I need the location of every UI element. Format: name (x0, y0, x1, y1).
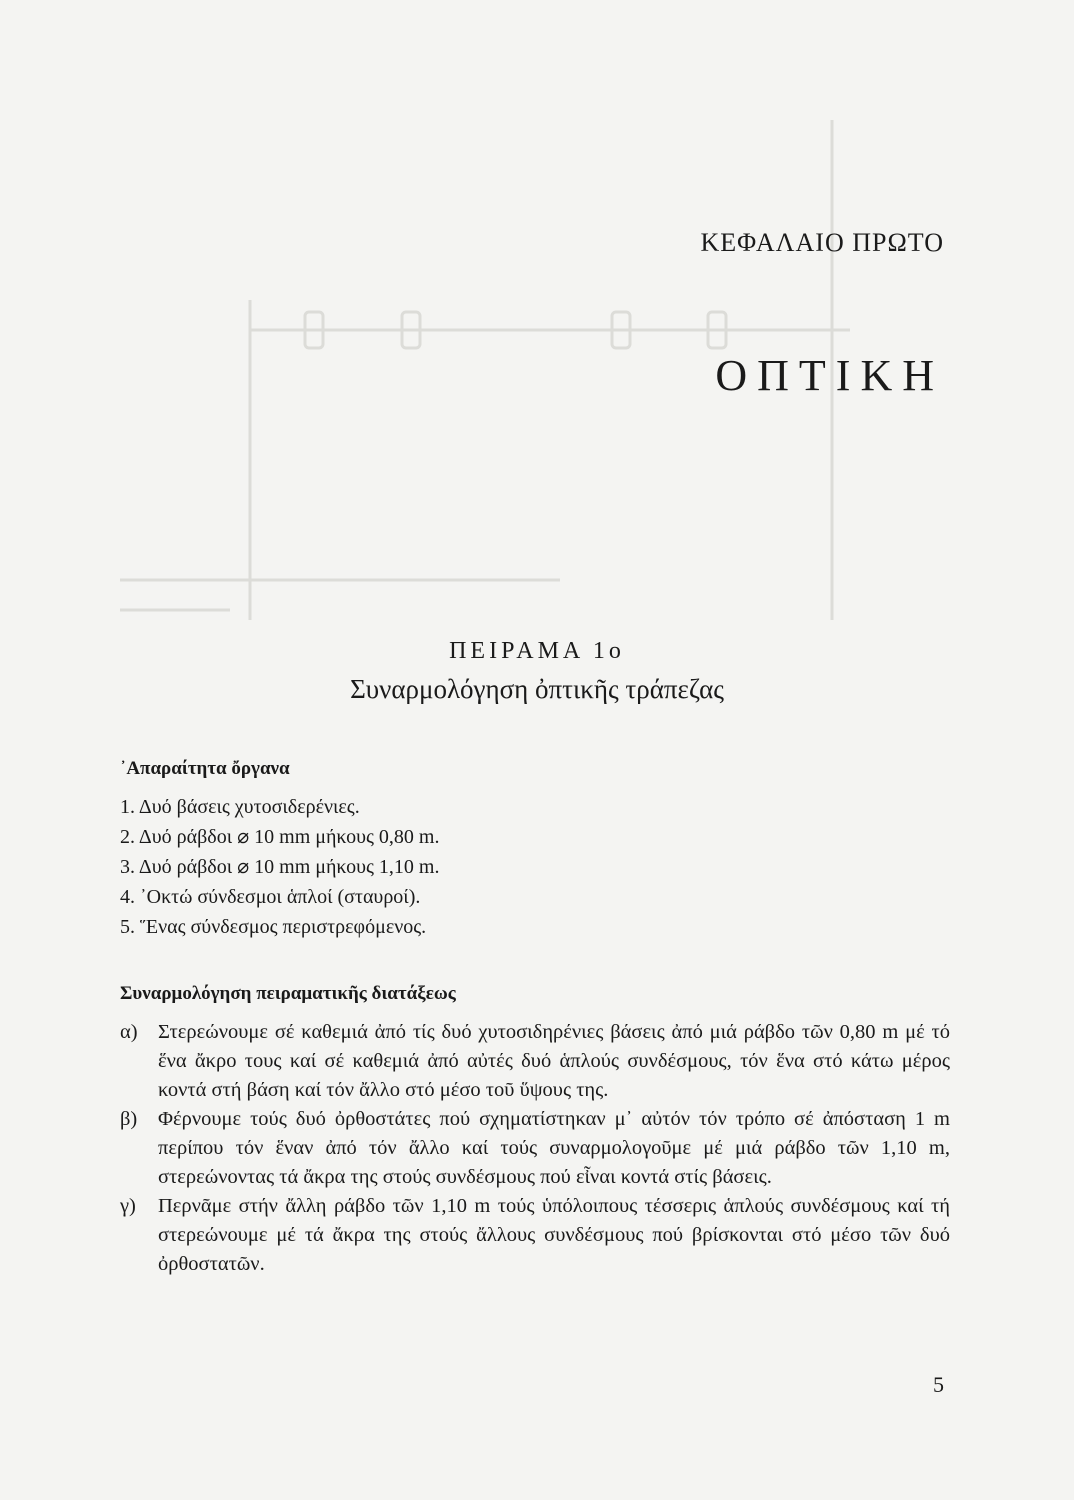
step-text: Φέρνουμε τούς δυό ὀρθοστάτες πού σχηματίστηκαν μ᾿ αὐτόν τόν τρόπο σέ ἀπόσταση 1 m περίπου τόν ἕναν ἀπό τόν ἄλλο καί τούς συναρμολογοῦμε μέ μιά ράβδο τῶν 1,10 m, στερεώνοντας τά ἄκρα της στούς συνδέσμους πού εἶναι κοντά στίς βάσεις. (158, 1108, 950, 1188)
step-gamma (120, 1192, 950, 1279)
list-item: 2. Δυό ράβδοι ⌀ 10 mm μήκους 0,80 m. (120, 826, 440, 848)
list-item: 1. Δυό βάσεις χυτοσιδερένιες. (120, 796, 360, 818)
equipment-heading: ᾿Απαραίτητα ὄργανα (120, 758, 290, 779)
step-text: Περνᾶμε στήν ἄλλη ράβδο τῶν 1,10 m τούς ὑπόλοιπους τέσσερις ἁπλούς συνδέσμους καί τή στερεώνουμε μέ τά ἄκρα της στούς ἄλλους συνδέσμους πού βρίσκονται στό μέσο τῶν δυό ὀρθοστατῶν. (158, 1195, 950, 1275)
chapter-label: ΚΕΦΑΛΑΙΟ ΠΡΩΤΟ (700, 228, 944, 257)
equipment-list (120, 792, 439, 942)
step-text: Στερεώνουμε σέ καθεμιά ἀπό τίς δυό χυτοσιδηρένιες βάσεις ἀπό μιά ράβδο τῶν 0,80 m μέ τό ἕνα ἄκρο τους καί σέ καθεμιά ἀπό αὐτές δυό ἁπλούς συνδέσμους, τόν ἕνα στό κάτω μέρος κοντά στή βάση καί τόν ἄλλο στό μέσο τοῦ ὕψους της. (158, 1021, 950, 1101)
page-number: 5 (933, 1372, 944, 1397)
step-marker: β) (120, 1108, 138, 1130)
experiment-title: Συναρμολόγηση ὀπτικῆς τράπεζας (350, 674, 724, 704)
step-marker: γ) (120, 1195, 136, 1217)
step-marker: α) (120, 1021, 138, 1043)
list-item: 3. Δυό ράβδοι ⌀ 10 mm μήκους 1,10 m. (120, 856, 440, 878)
list-item: 5. Ἕνας σύνδεσμος περιστρεφόμενος. (120, 916, 427, 938)
chapter-title: ΟΠΤΙΚΗ (715, 351, 944, 400)
step-beta (120, 1105, 950, 1192)
assembly-steps (120, 1018, 950, 1279)
step-alpha (120, 1018, 950, 1105)
assembly-heading: Συναρμολόγηση πειραματικῆς διατάξεως (120, 983, 456, 1004)
experiment-label: ΠΕΙΡΑΜΑ 1ο (449, 638, 625, 664)
list-item: 4. ᾿Οκτώ σύνδεσμοι ἁπλοί (σταυροί). (120, 886, 421, 908)
